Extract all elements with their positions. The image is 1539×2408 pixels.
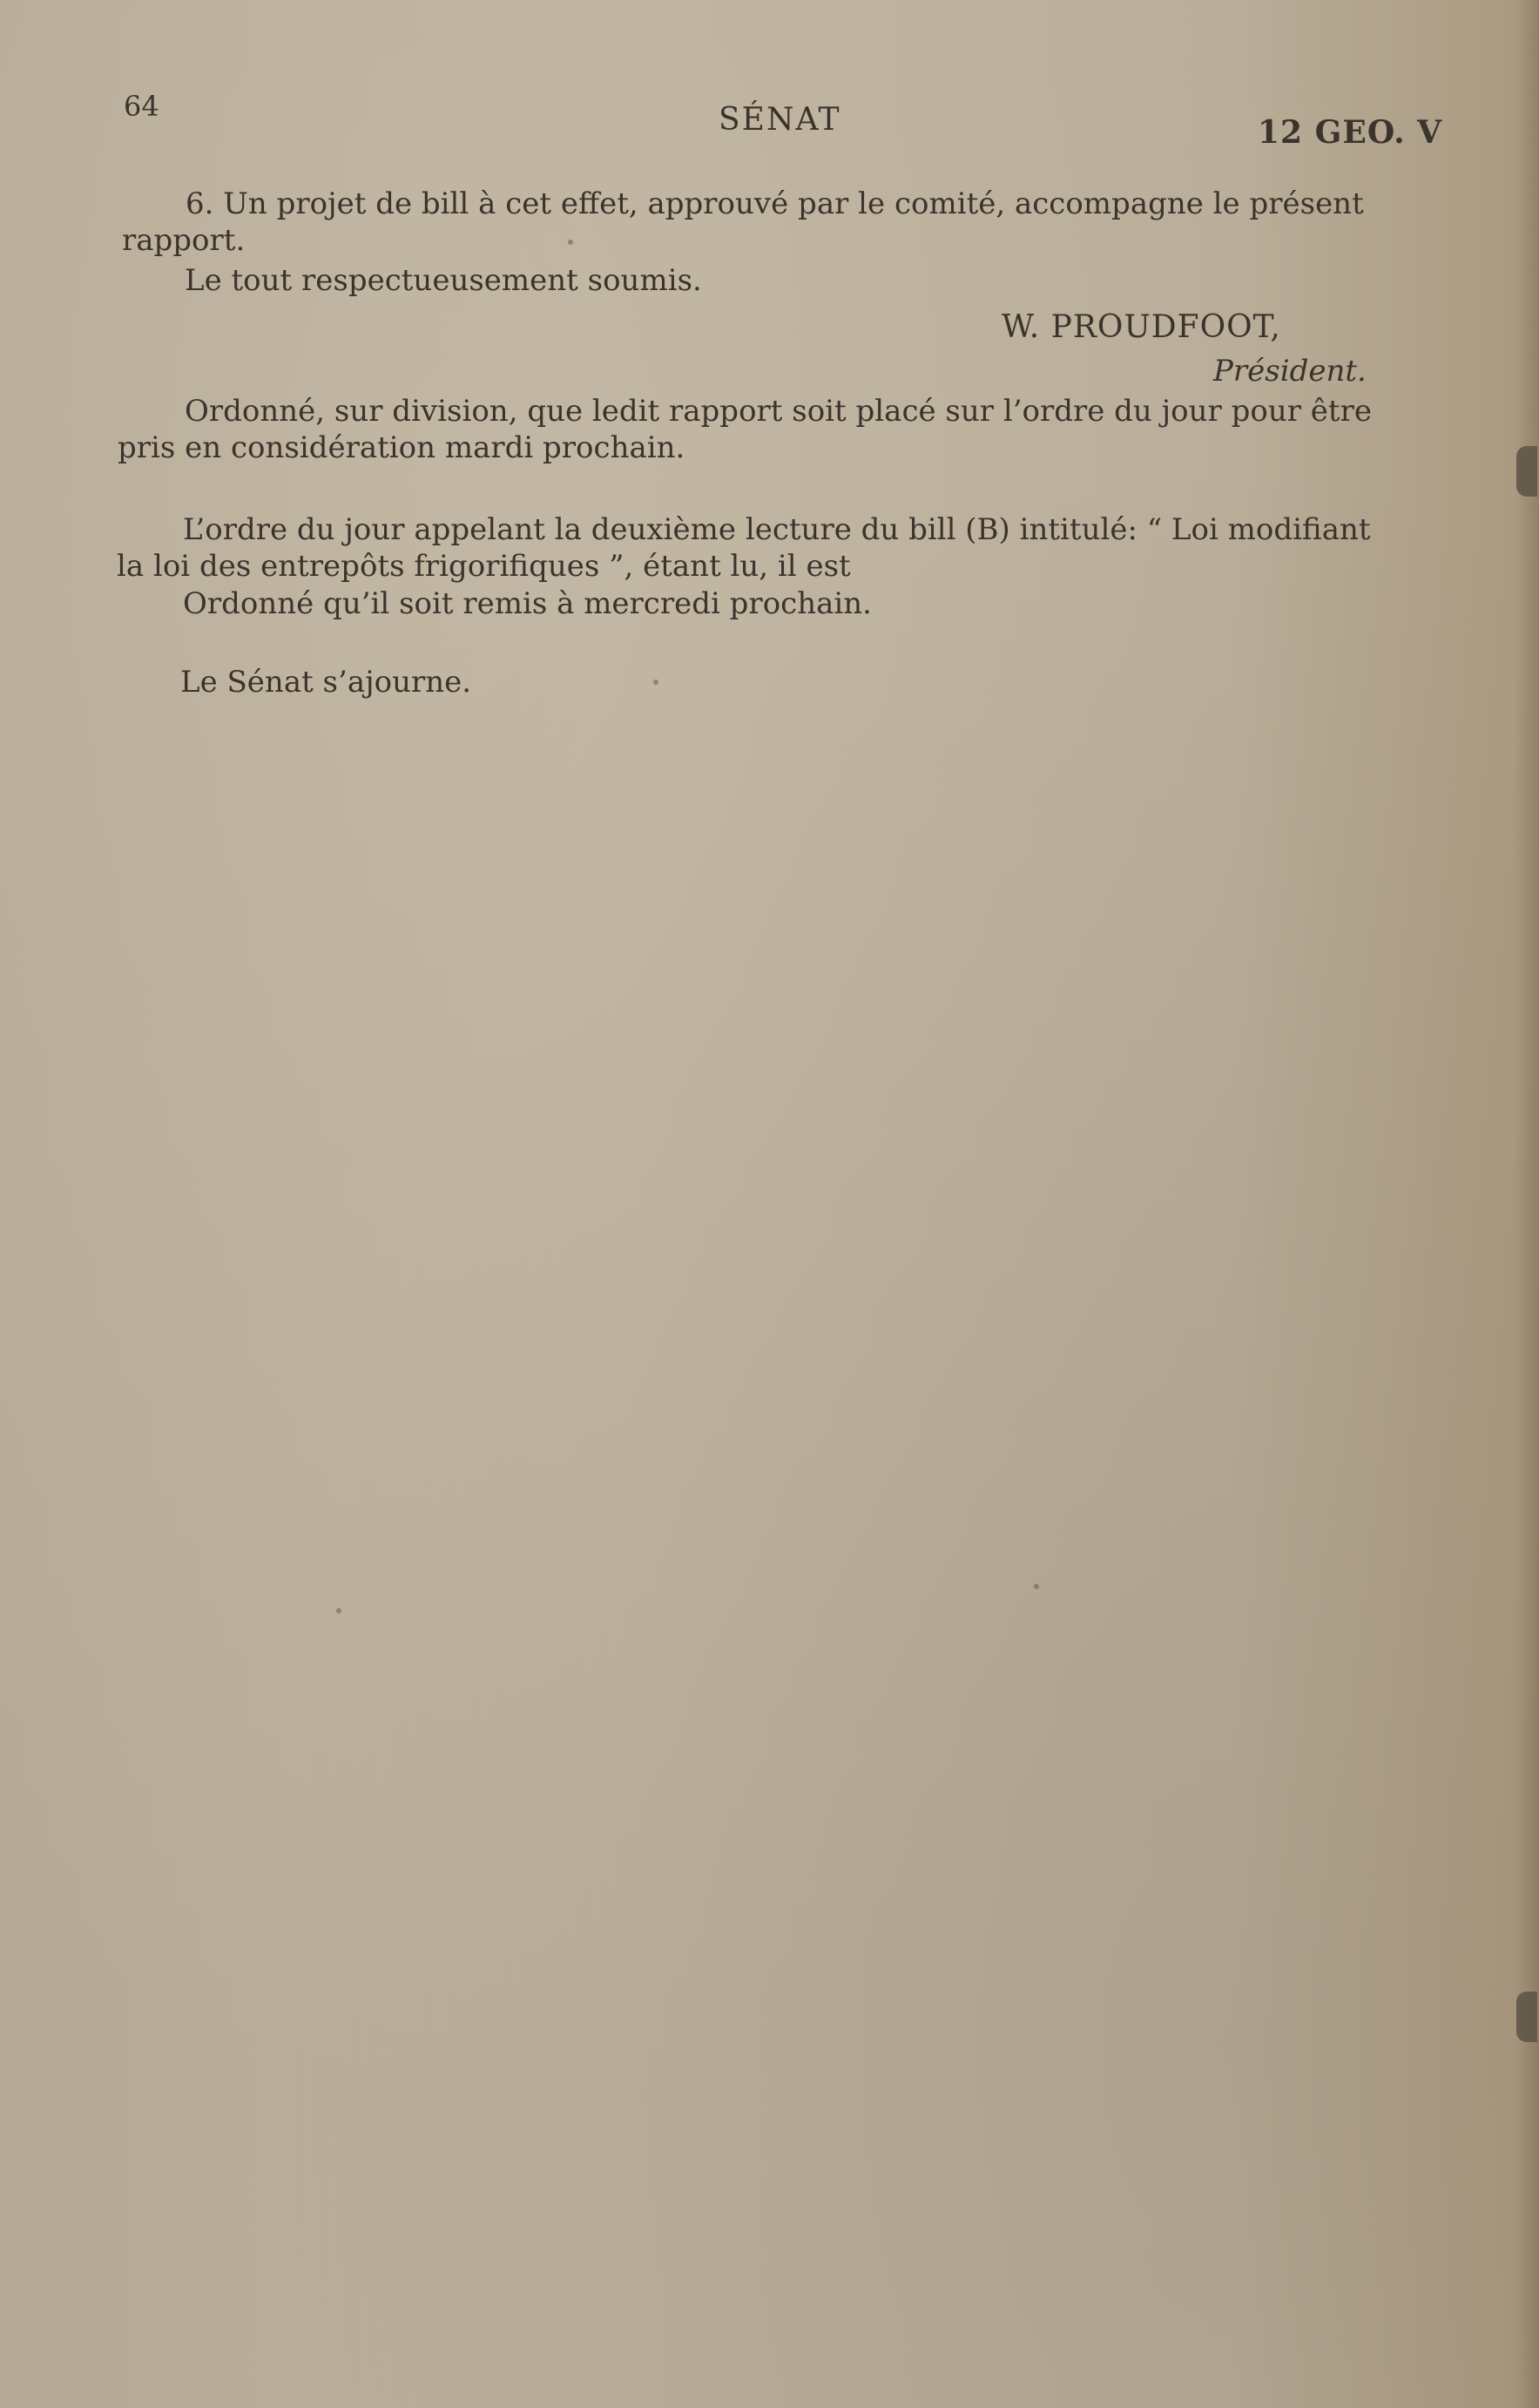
paper-speck — [336, 1608, 341, 1613]
second-reading-line-2: la loi des entrepôts frigorifiques ”, étant lu, il est — [117, 549, 851, 584]
order-report-line-2: pris en considération mardi prochain. — [118, 430, 685, 465]
paper-speck — [1034, 1584, 1039, 1589]
running-title: SÉNAT — [719, 102, 841, 138]
order-report-line-1: Ordonné, sur division, que ledit rapport soit placé sur l’ordre du jour pour être — [185, 394, 1372, 429]
report-paragraph-6-line-2: rapport. — [122, 223, 246, 258]
paper-speck — [568, 240, 573, 245]
second-reading-line-1: L’ordre du jour appelant la deuxième lecture du bill (B) intitulé: “ Loi modifiant — [183, 512, 1371, 547]
adjournment: Le Sénat s’ajourne. — [180, 665, 472, 700]
binding-mark-lower — [1516, 1992, 1537, 2042]
page-number: 64 — [124, 90, 159, 123]
signature-title: Président. — [1213, 354, 1367, 389]
binding-mark-upper — [1516, 446, 1537, 497]
report-paragraph-6-line-1: 6. Un projet de bill à cet effet, approuvé par le comité, accompagne le présent — [186, 186, 1364, 221]
report-submission: Le tout respectueusement soumis. — [185, 263, 702, 298]
session-label: 12 GEO. V — [1258, 114, 1443, 151]
paper-speck — [653, 680, 658, 685]
signature-name: W. PROUDFOOT, — [1002, 309, 1281, 345]
second-reading-line-3: Ordonné qu’il soit remis à mercredi prochain. — [183, 586, 872, 621]
page-edge-shadow — [1515, 0, 1539, 2408]
